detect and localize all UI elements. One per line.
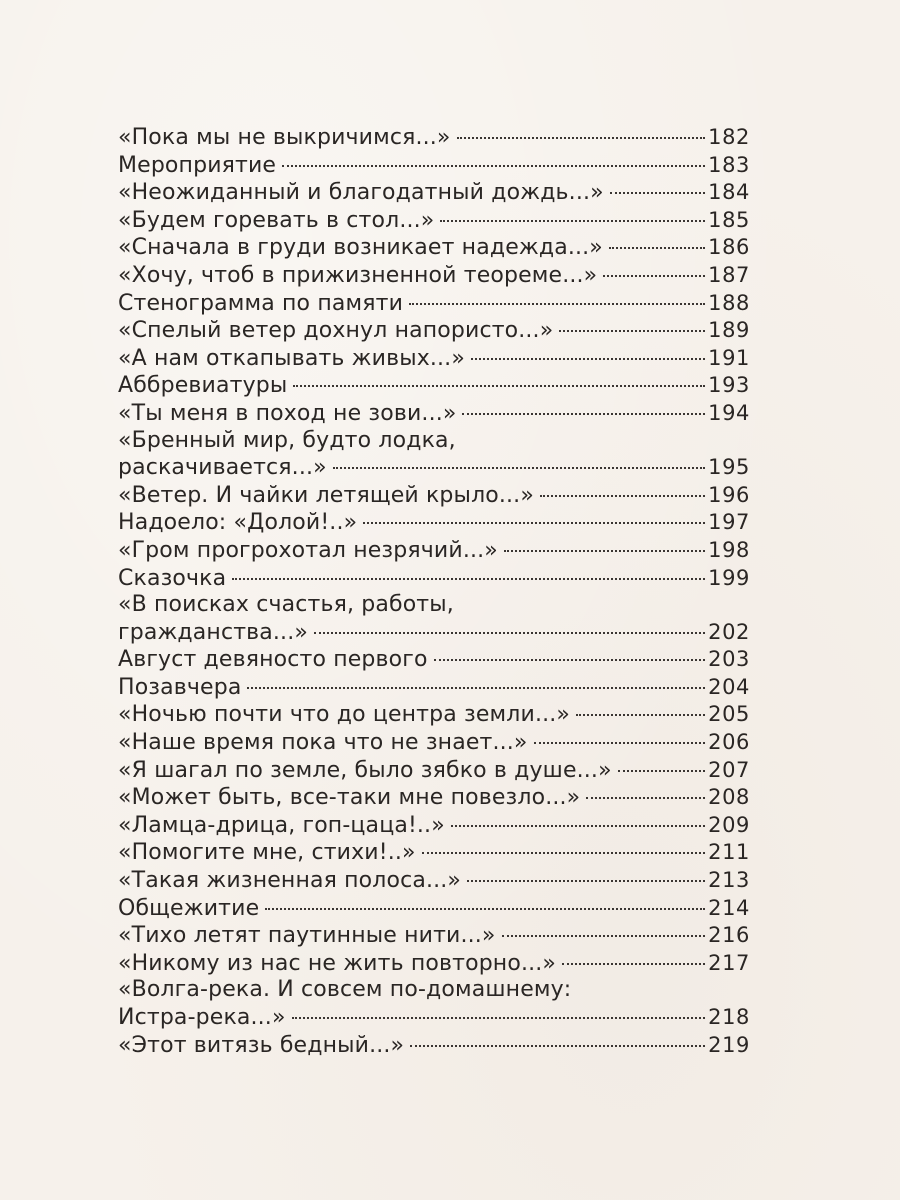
toc-entry-title: «Может быть, все-таки мне повезло...» bbox=[118, 785, 581, 811]
dot-leader bbox=[232, 578, 705, 580]
toc-entry bbox=[118, 262, 750, 290]
toc-entry-row bbox=[118, 646, 750, 674]
toc-entry bbox=[118, 895, 750, 923]
toc-entry-title: «Тихо летят паутинные нити...» bbox=[118, 923, 496, 949]
toc-entry bbox=[118, 428, 750, 482]
dot-leader bbox=[471, 358, 705, 360]
toc-entry-title: «Пока мы не выкричимся...» bbox=[118, 125, 451, 150]
toc-entry-title: Август девяносто первого bbox=[118, 647, 428, 673]
toc-entry-title: «Сначала в груди возникает надежда...» bbox=[118, 235, 603, 261]
toc-entry-page-number: 191 bbox=[708, 345, 750, 370]
toc-entry-row bbox=[118, 1004, 750, 1032]
toc-entry bbox=[118, 812, 750, 840]
dot-leader bbox=[440, 220, 705, 222]
toc-entry-row bbox=[118, 262, 750, 290]
toc-entry-title: «Гром прогрохотал незрячий...» bbox=[118, 537, 498, 563]
toc-entry-page-number: 205 bbox=[708, 702, 750, 727]
toc-entry-title: «Хочу, чтоб в прижизненной теореме...» bbox=[118, 262, 598, 288]
toc-entry bbox=[118, 701, 750, 729]
toc-entry bbox=[118, 537, 750, 565]
dot-leader bbox=[540, 495, 705, 497]
toc-entry-title: «Ты меня в поход не зови...» bbox=[118, 400, 457, 426]
toc-entry-page-number: 216 bbox=[708, 923, 750, 948]
toc-entry-page-number: 185 bbox=[708, 207, 750, 232]
toc-entry bbox=[118, 592, 750, 646]
toc-entry-row bbox=[118, 950, 750, 978]
dot-leader bbox=[618, 770, 705, 772]
toc-entry-row bbox=[118, 400, 750, 428]
dot-leader bbox=[363, 522, 705, 524]
dot-leader bbox=[282, 165, 705, 167]
toc-entry-title: «Такая жизненная полоса...» bbox=[118, 868, 462, 894]
toc-entry-page-number: 193 bbox=[708, 373, 750, 398]
toc-entry-title: «Наше время пока что не знает...» bbox=[118, 730, 528, 756]
table-of-contents bbox=[118, 124, 750, 1059]
toc-entry-page-number: 203 bbox=[708, 647, 750, 672]
dot-leader bbox=[265, 908, 705, 910]
dot-leader bbox=[314, 632, 705, 634]
toc-entry-title: «Никому из нас не жить повторно...» bbox=[118, 950, 556, 976]
toc-entry bbox=[118, 867, 750, 895]
toc-entry-page-number: 182 bbox=[708, 125, 750, 149]
toc-entry-title: Аббревиатуры bbox=[118, 373, 288, 399]
toc-entry-title: гражданства...» bbox=[118, 619, 308, 645]
toc-entry-row bbox=[118, 207, 750, 235]
toc-entry-row bbox=[118, 537, 750, 565]
toc-entry-row bbox=[118, 290, 750, 318]
toc-entry bbox=[118, 345, 750, 373]
dot-leader bbox=[559, 330, 705, 332]
toc-entry bbox=[118, 839, 750, 867]
dot-leader bbox=[247, 687, 705, 689]
toc-entry bbox=[118, 207, 750, 235]
dot-leader bbox=[609, 247, 705, 249]
toc-entry-row bbox=[118, 482, 750, 510]
dot-leader bbox=[434, 659, 706, 661]
toc-entry-page-number: 183 bbox=[708, 152, 750, 177]
toc-entry-title: Истра-река...» bbox=[118, 1005, 286, 1030]
toc-entry-row bbox=[118, 179, 750, 207]
toc-entry-row bbox=[118, 674, 750, 702]
dot-leader bbox=[462, 413, 705, 415]
toc-entry-title: «Ламца-дрица, гоп-цаца!..» bbox=[118, 812, 445, 838]
toc-entry bbox=[118, 977, 750, 1031]
dot-leader bbox=[610, 192, 705, 194]
toc-entry-page-number: 207 bbox=[708, 757, 750, 782]
toc-entry-page-number: 186 bbox=[708, 235, 750, 260]
toc-entry-row bbox=[118, 565, 750, 593]
dot-leader bbox=[603, 275, 705, 277]
toc-entry-row bbox=[118, 812, 750, 840]
toc-entry-title: «А нам откапывать живых...» bbox=[118, 345, 465, 371]
toc-entry-page-number: 217 bbox=[708, 950, 750, 975]
toc-entry-title: «Спелый ветер дохнул напористо...» bbox=[118, 318, 554, 344]
toc-entry-page-number: 213 bbox=[708, 868, 750, 893]
toc-entry-page-number: 208 bbox=[708, 785, 750, 810]
toc-entry-row bbox=[118, 784, 750, 812]
dot-leader bbox=[293, 385, 705, 387]
toc-entry bbox=[118, 400, 750, 428]
toc-entry bbox=[118, 1032, 750, 1060]
toc-entry bbox=[118, 482, 750, 510]
toc-entry-title: «Ночью почти что до центра земли...» bbox=[118, 702, 570, 728]
toc-entry bbox=[118, 317, 750, 345]
dot-leader bbox=[534, 742, 706, 744]
toc-entry-row bbox=[118, 619, 750, 647]
toc-entry bbox=[118, 784, 750, 812]
toc-entry-page-number: 189 bbox=[708, 318, 750, 343]
toc-entry-page-number: 219 bbox=[708, 1032, 750, 1057]
toc-entry-row bbox=[118, 895, 750, 923]
dot-leader bbox=[457, 137, 706, 139]
dot-leader bbox=[422, 852, 705, 854]
toc-entry-row bbox=[118, 922, 750, 950]
toc-entry-page-number: 188 bbox=[708, 290, 750, 315]
toc-entry-title: «Помогите мне, стихи!..» bbox=[118, 840, 416, 866]
toc-entry-row bbox=[118, 234, 750, 262]
toc-entry-title: Надоело: «Долой!..» bbox=[118, 510, 358, 536]
toc-entry-title-line: «В поисках счастья, работы, bbox=[118, 592, 454, 618]
dot-leader bbox=[410, 1045, 705, 1047]
toc-entry bbox=[118, 152, 750, 180]
toc-entry-title: Стенограмма по памяти bbox=[118, 290, 404, 316]
toc-entry-row bbox=[118, 372, 750, 400]
toc-entry-page-number: 195 bbox=[708, 455, 750, 480]
toc-entry-row bbox=[118, 509, 750, 537]
toc-entry-row bbox=[118, 124, 750, 152]
toc-entry-row bbox=[118, 1032, 750, 1060]
toc-entry bbox=[118, 509, 750, 537]
toc-entry-title: Позавчера bbox=[118, 674, 242, 700]
toc-entry bbox=[118, 922, 750, 950]
toc-entry bbox=[118, 290, 750, 318]
toc-entry bbox=[118, 234, 750, 262]
toc-entry-page-number: 202 bbox=[708, 619, 750, 644]
toc-entry-title: «Ветер. И чайки летящей крыло...» bbox=[118, 482, 534, 508]
toc-entry-row bbox=[118, 701, 750, 729]
toc-entry-title: раскачивается...» bbox=[118, 455, 327, 481]
toc-entry-title: Сказочка bbox=[118, 565, 227, 591]
toc-entry-title-line: «Бренный мир, будто лодка, bbox=[118, 427, 456, 453]
toc-entry bbox=[118, 372, 750, 400]
toc-entry-page-number: 218 bbox=[708, 1005, 750, 1029]
toc-entry-title: Общежитие bbox=[118, 895, 260, 921]
toc-entry bbox=[118, 757, 750, 785]
toc-entry-page-number: 196 bbox=[708, 482, 750, 507]
toc-entry-row bbox=[118, 317, 750, 345]
toc-entry-row bbox=[118, 454, 750, 482]
toc-entry bbox=[118, 674, 750, 702]
dot-leader bbox=[562, 963, 705, 965]
dot-leader bbox=[504, 550, 705, 552]
toc-entry-page-number: 204 bbox=[708, 674, 750, 699]
dot-leader bbox=[409, 303, 705, 305]
dot-leader bbox=[292, 1017, 706, 1019]
dot-leader bbox=[586, 797, 705, 799]
toc-entry-title: «Неожиданный и благодатный дождь...» bbox=[118, 180, 604, 206]
toc-entry-page-number: 184 bbox=[708, 180, 750, 205]
dot-leader bbox=[451, 825, 705, 827]
toc-entry-page-number: 211 bbox=[708, 840, 750, 865]
toc-entry-row bbox=[118, 729, 750, 757]
toc-entry-page-number: 206 bbox=[708, 730, 750, 755]
toc-entry-title-line: «Волга-река. И совсем по-домашнему: bbox=[118, 977, 572, 1003]
toc-entry-row bbox=[118, 839, 750, 867]
toc-entry-title: «Будем горевать в стол...» bbox=[118, 207, 435, 233]
toc-entry-page-number: 199 bbox=[708, 565, 750, 590]
toc-entry-row bbox=[118, 345, 750, 373]
toc-entry bbox=[118, 565, 750, 593]
toc-entry-page-number: 209 bbox=[708, 812, 750, 837]
toc-entry bbox=[118, 950, 750, 978]
toc-entry-page-number: 194 bbox=[708, 400, 750, 425]
toc-entry bbox=[118, 729, 750, 757]
toc-entry-row bbox=[118, 152, 750, 180]
toc-entry-title: Мероприятие bbox=[118, 152, 277, 178]
toc-entry bbox=[118, 124, 750, 152]
dot-leader bbox=[576, 714, 705, 716]
toc-entry-title: «Этот витязь бедный...» bbox=[118, 1032, 405, 1058]
dot-leader bbox=[333, 467, 705, 469]
dot-leader bbox=[467, 880, 705, 882]
toc-entry bbox=[118, 179, 750, 207]
toc-entry-page-number: 198 bbox=[708, 537, 750, 562]
toc-entry-page-number: 214 bbox=[708, 895, 750, 920]
toc-entry-row bbox=[118, 757, 750, 785]
toc-entry-row bbox=[118, 867, 750, 895]
toc-entry-page-number: 187 bbox=[708, 262, 750, 287]
toc-entry-title: «Я шагал по земле, было зябко в душе...» bbox=[118, 757, 612, 783]
dot-leader bbox=[502, 935, 706, 937]
toc-entry-page-number: 197 bbox=[708, 510, 750, 535]
toc-entry bbox=[118, 646, 750, 674]
